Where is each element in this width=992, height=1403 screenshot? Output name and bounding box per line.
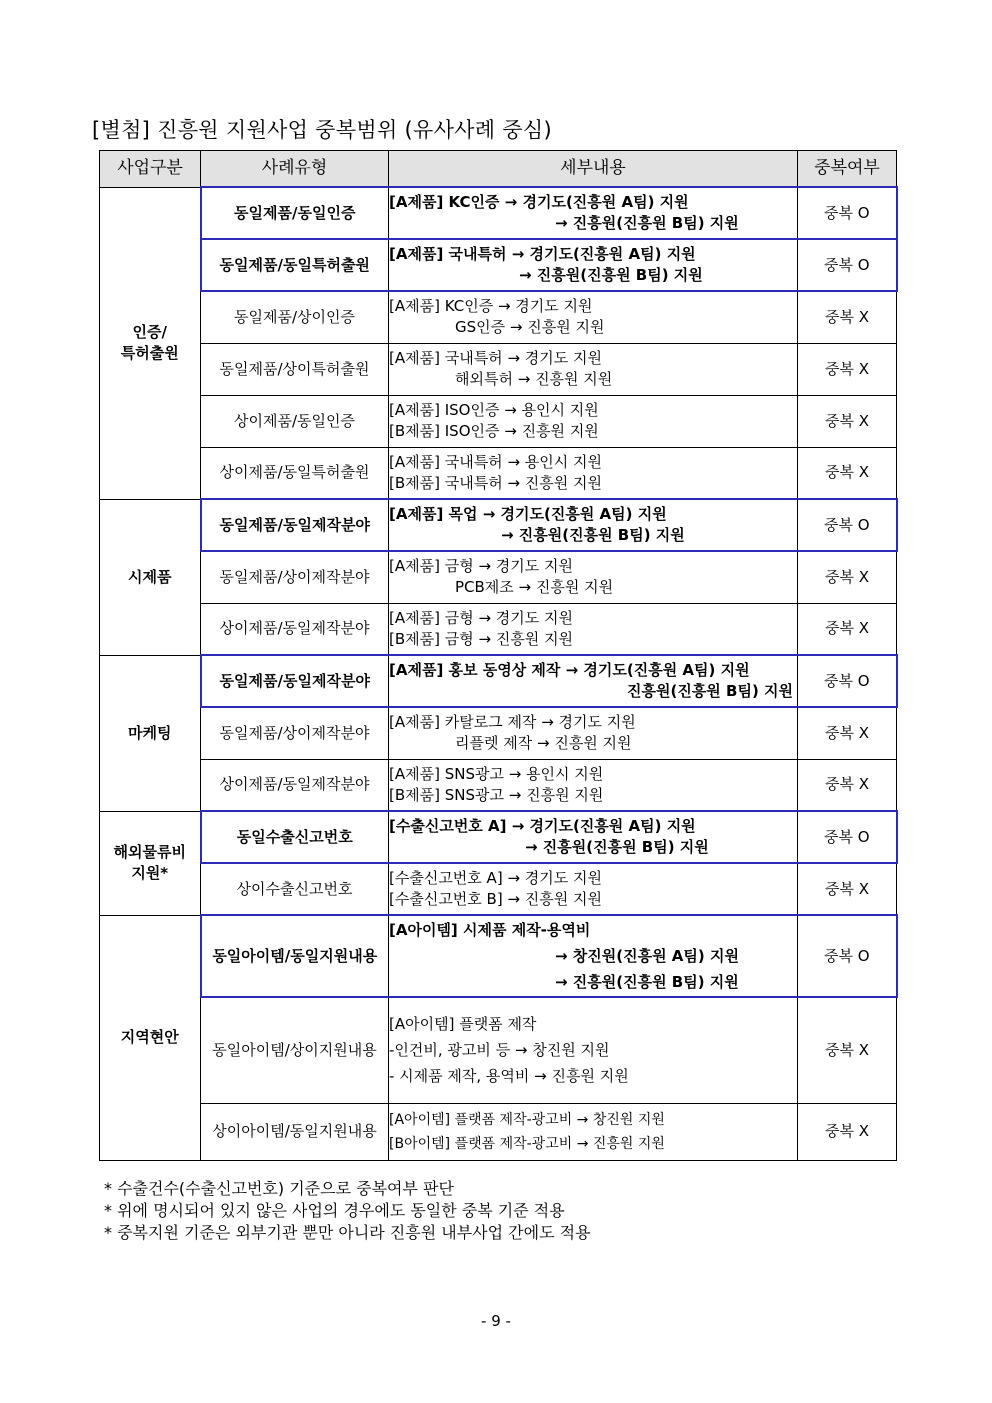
detail-cell: [A제품] ISO인증 → 용인시 지원 [B제품] ISO인증 → 진흥원 지원 bbox=[389, 395, 798, 447]
duplicate-cell: 중복 X bbox=[798, 395, 897, 447]
case-type-cell: 동일제품/동일인증 bbox=[201, 187, 389, 239]
detail-cell: [A아이템] 플랫폼 제작 -인건비, 광고비 등 → 창진원 지원 - 시제품 제작, 용역비 → 진흥원 지원 bbox=[389, 997, 798, 1103]
category-cell: 인증/ 특허출원 bbox=[100, 187, 201, 499]
duplicate-cell: 중복 X bbox=[798, 603, 897, 655]
table-row bbox=[100, 997, 897, 1103]
duplicate-cell: 중복 X bbox=[798, 551, 897, 603]
case-type-cell: 상이제품/동일제작분야 bbox=[201, 759, 389, 811]
category-cell: 시제품 bbox=[100, 499, 201, 655]
duplicate-cell: 중복 O bbox=[798, 499, 897, 551]
duplicate-cell: 중복 X bbox=[798, 447, 897, 499]
case-type-cell: 상이제품/동일제작분야 bbox=[201, 603, 389, 655]
duplicate-cell: 중복 X bbox=[798, 863, 897, 915]
detail-cell: [수출신고번호 A] → 경기도(진흥원 A팀) 지원 → 진흥원(진흥원 B팀) 지원 bbox=[389, 811, 798, 863]
duplicate-cell: 중복 X bbox=[798, 759, 897, 811]
table-row bbox=[100, 395, 897, 447]
detail-cell: [A제품] 목업 → 경기도(진흥원 A팀) 지원 → 진흥원(진흥원 B팀) 지원 bbox=[389, 499, 798, 551]
duplicate-cell: 중복 O bbox=[798, 239, 897, 291]
duplicate-cell: 중복 X bbox=[798, 997, 897, 1103]
table-row bbox=[100, 447, 897, 499]
header-case-type: 사례유형 bbox=[201, 151, 389, 188]
detail-cell: [A아이템] 플랫폼 제작-광고비 → 창진원 지원 [B아이템] 플랫폼 제작-광고비 → 진흥원 지원 bbox=[389, 1103, 798, 1160]
table-row bbox=[100, 863, 897, 915]
case-type-cell: 동일아이템/동일지원내용 bbox=[201, 915, 389, 997]
header-duplicate: 중복여부 bbox=[798, 151, 897, 188]
table-row bbox=[100, 759, 897, 811]
category-cell: 지역현안 bbox=[100, 915, 201, 1160]
table-header-row bbox=[100, 151, 897, 188]
detail-cell: [수출신고번호 A] → 경기도 지원 [수출신고번호 B] → 진흥원 지원 bbox=[389, 863, 798, 915]
table-row bbox=[100, 499, 897, 551]
detail-cell: [A제품] KC인증 → 경기도(진흥원 A팀) 지원 → 진흥원(진흥원 B팀) 지원 bbox=[389, 187, 798, 239]
document-title: [별첨] 진흥원 지원사업 중복범위 (유사사례 중심) bbox=[92, 118, 552, 142]
duplicate-cell: 중복 X bbox=[798, 707, 897, 759]
table-row bbox=[100, 915, 897, 997]
table-row bbox=[100, 187, 897, 239]
case-type-cell: 상이제품/동일인증 bbox=[201, 395, 389, 447]
duplicate-cell: 중복 X bbox=[798, 1103, 897, 1160]
table-row bbox=[100, 343, 897, 395]
case-type-cell: 동일수출신고번호 bbox=[201, 811, 389, 863]
case-type-cell: 상이아이템/동일지원내용 bbox=[201, 1103, 389, 1160]
table-row bbox=[100, 551, 897, 603]
header-category: 사업구분 bbox=[100, 151, 201, 188]
duplicate-cell: 중복 X bbox=[798, 291, 897, 343]
case-type-cell: 동일제품/상이특허출원 bbox=[201, 343, 389, 395]
case-type-cell: 상이제품/동일특허출원 bbox=[201, 447, 389, 499]
case-type-cell: 동일아이템/상이지원내용 bbox=[201, 997, 389, 1103]
duplication-table bbox=[99, 150, 898, 1161]
duplicate-cell: 중복 O bbox=[798, 915, 897, 997]
duplicate-cell: 중복 O bbox=[798, 187, 897, 239]
case-type-cell: 동일제품/상이인증 bbox=[201, 291, 389, 343]
detail-cell: [A제품] 금형 → 경기도 지원 [B제품] 금형 → 진흥원 지원 bbox=[389, 603, 798, 655]
detail-cell: [A제품] KC인증 → 경기도 지원 GS인증 → 진흥원 지원 bbox=[389, 291, 798, 343]
footnote: * 수출건수(수출신고번호) 기준으로 중복여부 판단 bbox=[104, 1179, 454, 1198]
detail-cell: [A제품] 국내특허 → 용인시 지원 [B제품] 국내특허 → 진흥원 지원 bbox=[389, 447, 798, 499]
table-row bbox=[100, 811, 897, 863]
detail-cell: [A제품] 국내특허 → 경기도(진흥원 A팀) 지원 → 진흥원(진흥원 B팀) 지원 bbox=[389, 239, 798, 291]
footnote: * 위에 명시되어 있지 않은 사업의 경우에도 동일한 중복 기준 적용 bbox=[104, 1201, 565, 1220]
category-cell: 해외물류비 지원* bbox=[100, 811, 201, 915]
duplicate-cell: 중복 O bbox=[798, 655, 897, 707]
detail-cell: [A아이템] 시제품 제작-용역비 → 창진원(진흥원 A팀) 지원 → 진흥원(진흥원 B팀) 지원 bbox=[389, 915, 798, 997]
page-number: - 9 - bbox=[481, 1312, 511, 1330]
case-type-cell: 동일제품/동일제작분야 bbox=[201, 655, 389, 707]
table-row bbox=[100, 603, 897, 655]
footnote: * 중복지원 기준은 외부기관 뿐만 아니라 진흥원 내부사업 간에도 적용 bbox=[104, 1223, 591, 1242]
duplicate-cell: 중복 O bbox=[798, 811, 897, 863]
table-row bbox=[100, 707, 897, 759]
detail-cell: [A제품] 카탈로그 제작 → 경기도 지원 리플렛 제작 → 진흥원 지원 bbox=[389, 707, 798, 759]
table-row bbox=[100, 239, 897, 291]
detail-cell: [A제품] 홍보 동영상 제작 → 경기도(진흥원 A팀) 지원 진흥원(진흥원 B팀) 지원 bbox=[389, 655, 798, 707]
detail-cell: [A제품] 국내특허 → 경기도 지원 해외특허 → 진흥원 지원 bbox=[389, 343, 798, 395]
detail-cell: [A제품] SNS광고 → 용인시 지원 [B제품] SNS광고 → 진흥원 지원 bbox=[389, 759, 798, 811]
case-type-cell: 동일제품/동일특허출원 bbox=[201, 239, 389, 291]
case-type-cell: 동일제품/동일제작분야 bbox=[201, 499, 389, 551]
category-cell: 마케팅 bbox=[100, 655, 201, 811]
table-row bbox=[100, 1103, 897, 1160]
header-detail: 세부내용 bbox=[389, 151, 798, 188]
table-row bbox=[100, 291, 897, 343]
case-type-cell: 상이수출신고번호 bbox=[201, 863, 389, 915]
case-type-cell: 동일제품/상이제작분야 bbox=[201, 707, 389, 759]
case-type-cell: 동일제품/상이제작분야 bbox=[201, 551, 389, 603]
footnotes bbox=[104, 1178, 591, 1244]
duplicate-cell: 중복 X bbox=[798, 343, 897, 395]
table-row bbox=[100, 655, 897, 707]
detail-cell: [A제품] 금형 → 경기도 지원 PCB제조 → 진흥원 지원 bbox=[389, 551, 798, 603]
